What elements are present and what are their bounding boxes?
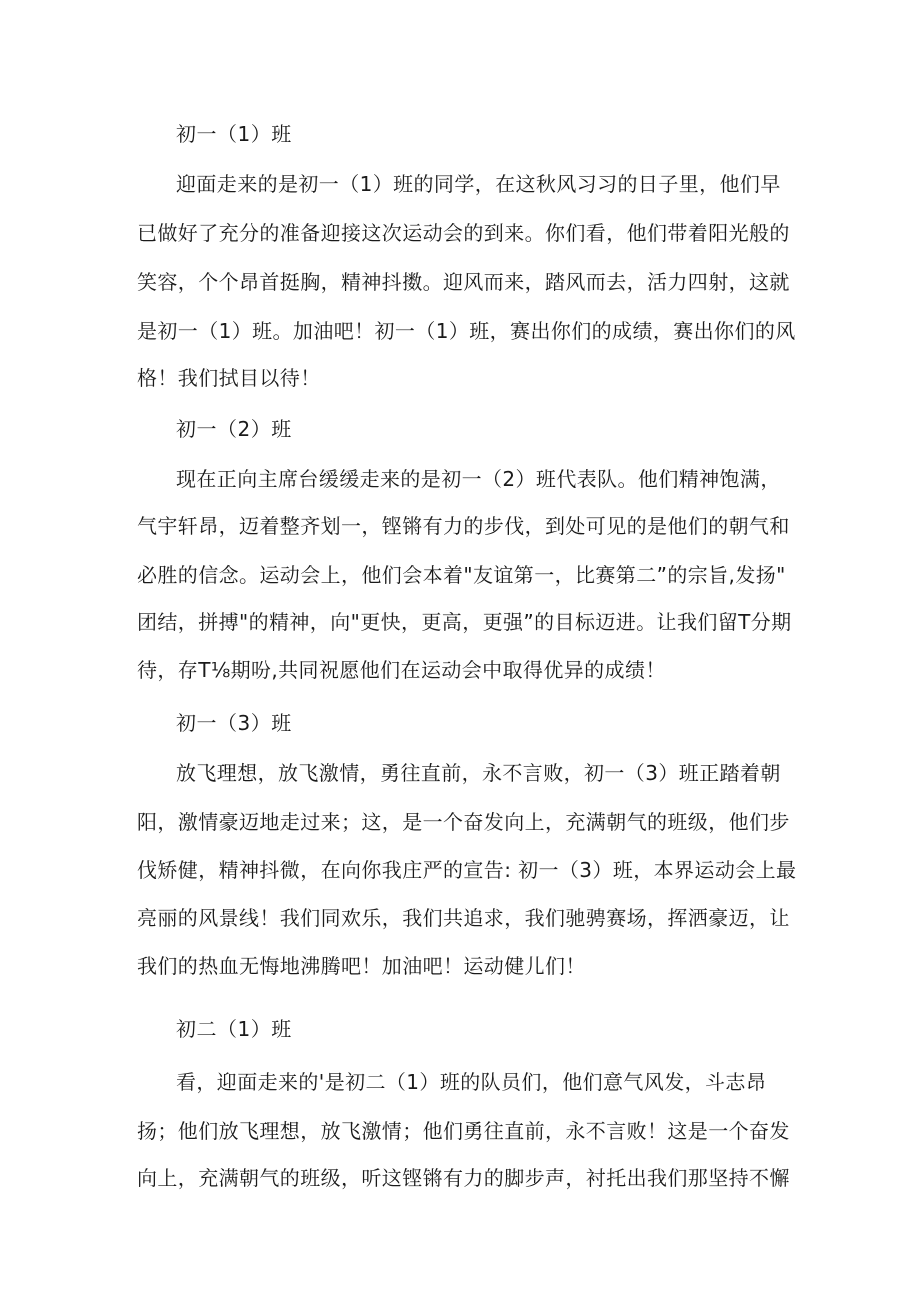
paragraph-line: 笑容，个个昂首挺胸，精神抖擞。迎风而来，踏风而去，活力四射，这就 — [137, 270, 790, 294]
paragraph-line: 已做好了充分的准备迎接这次运动会的到来。你们看，他们带着阳光般的 — [137, 221, 790, 245]
paragraph-line: 必胜的信念。运动会上，他们会本着"友谊第一，比赛第二”的宗旨,发扬" — [137, 563, 786, 587]
section-heading: 初一（2）班 — [176, 417, 292, 441]
section-heading: 初一（1）班 — [176, 122, 292, 146]
paragraph-line: 伐矫健，精神抖微，在向你我庄严的宣告: 初一（3）班，本界运动会上最 — [137, 858, 797, 882]
paragraph-line: 亮丽的风景线！我们同欢乐，我们共追求，我们驰骋赛场，挥洒豪迈，让 — [137, 906, 790, 930]
section-heading: 初一（3）班 — [176, 711, 292, 735]
paragraph-line: 放飞理想，放飞激情，勇往直前，永不言败，初一（3）班正踏着朝 — [176, 761, 781, 785]
paragraph-line: 我们的热血无悔地沸腾吧！加油吧！运动健儿们！ — [137, 954, 586, 978]
paragraph-line: 扬；他们放飞理想，放飞激情；他们勇往直前，永不言败！这是一个奋发 — [137, 1119, 790, 1143]
paragraph-line: 是初一（1）班。加油吧！初一（1）班，赛出你们的成绩，赛出你们的风 — [137, 319, 796, 343]
paragraph-line: 团结，拼搏"的精神，向"更快，更高，更强”的目标迈进。让我们留T分期 — [137, 610, 792, 634]
paragraph-line: 阳，激情豪迈地走过来；这，是一个奋发向上，充满朝气的班级，他们步 — [137, 810, 790, 834]
paragraph-line: 气宇轩昂，迈着整齐划一，铿锵有力的步伐，到处可见的是他们的朝气和 — [137, 514, 790, 538]
paragraph-line: 现在正向主席台缓缓走来的是初一（2）班代表队。他们精神饱满， — [176, 467, 781, 491]
paragraph-line: 向上，充满朝气的班级，听这铿锵有力的脚步声，衬托出我们那坚持不懈 — [137, 1166, 790, 1190]
paragraph-line: 看，迎面走来的'是初二（1）班的队员们，他们意气风发，斗志昂 — [176, 1070, 767, 1094]
paragraph-line: 格！我们拭目以待！ — [137, 366, 321, 390]
section-heading: 初二（1）班 — [176, 1017, 292, 1041]
paragraph-line: 迎面走来的是初一（1）班的同学，在这秋风习习的日子里，他们早 — [176, 172, 781, 196]
paragraph-line: 待，存T⅛期吩,共同祝愿他们在运动会中取得优异的成绩！ — [137, 658, 666, 682]
